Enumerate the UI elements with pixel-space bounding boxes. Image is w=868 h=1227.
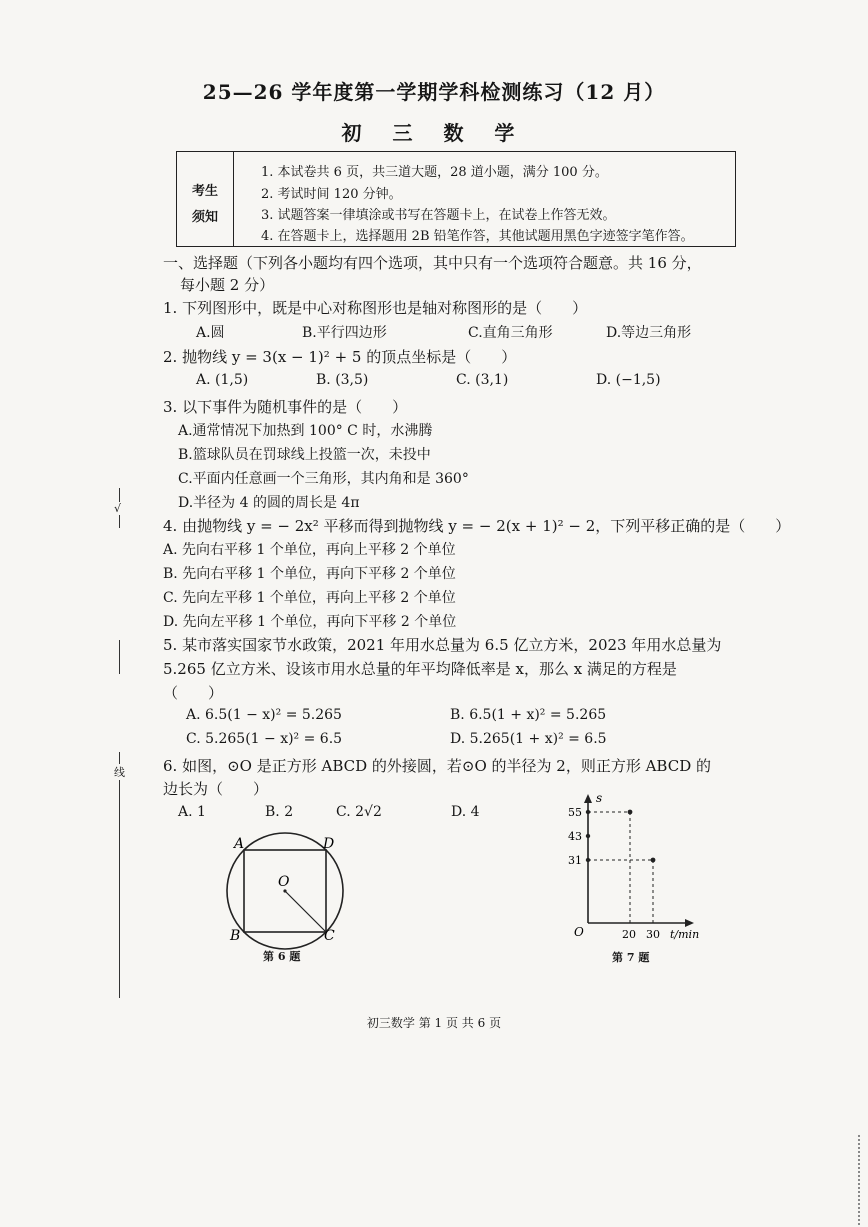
x-tick-20: 20 bbox=[622, 928, 636, 941]
question-1-stem: 1. 下列图形中，既是中心对称图形也是轴对称图形的是（ ） bbox=[163, 299, 588, 317]
point-y-55 bbox=[586, 810, 590, 814]
point-y-43 bbox=[586, 834, 590, 838]
question-5-stem: 5. 某市落实国家节水政策，2021 年用水总量为 6.5 亿立方米，2023 年用水总量为 bbox=[163, 636, 722, 654]
question-4-option-b: B. 先向右平移 1 个单位，再向下平移 2 个单位 bbox=[163, 566, 456, 582]
question-5-stem-cont: 5.265 亿立方米、设该市用水总量的年平均降低率是 x，那么 x 满足的方程是 bbox=[163, 660, 677, 678]
question-6-stem: 6. 如图，⊙O 是正方形 ABCD 的外接圆，若⊙O 的半径为 2，则正方形 ABCD 的 bbox=[163, 757, 712, 775]
question-5-option-d: D. 5.265(1 + x)² = 6.5 bbox=[450, 731, 607, 747]
binding-mark: √ bbox=[114, 502, 122, 515]
y-axis-arrow bbox=[584, 794, 592, 803]
notice-label-line1: 考生 bbox=[191, 184, 218, 199]
question-3-option-b: B.篮球队员在罚球线上投篮一次，未投中 bbox=[178, 447, 431, 463]
point-y-31 bbox=[586, 858, 590, 862]
point-30-31 bbox=[651, 858, 656, 863]
question-4-option-d: D. 先向左平移 1 个单位，再向下平移 2 个单位 bbox=[163, 614, 457, 630]
exam-title: 25—26 学年度第一学期学科检测练习（12 月） bbox=[202, 80, 666, 104]
vertex-label-a: A bbox=[234, 836, 245, 852]
notice-label-column bbox=[177, 152, 234, 246]
figure-6-diagram bbox=[220, 826, 350, 958]
question-3-option-c: C.平面内任意画一个三角形，其内角和是 360° bbox=[178, 471, 469, 487]
exam-subject: 初 三 数 学 bbox=[341, 121, 527, 145]
origin-label: O bbox=[574, 925, 584, 939]
question-2-option-d: D. (−1,5) bbox=[596, 372, 661, 388]
y-axis-label: s bbox=[596, 791, 603, 805]
scan-edge-dots bbox=[858, 1135, 860, 1225]
vertex-label-d: D bbox=[323, 836, 335, 852]
x-axis-arrow bbox=[685, 919, 694, 927]
figure-7-caption: 第 7 题 bbox=[612, 951, 650, 964]
question-2-option-c: C. (3,1) bbox=[456, 372, 509, 388]
question-2-option-a: A. (1,5) bbox=[196, 372, 249, 388]
section-heading-cont: 每小题 2 分） bbox=[180, 276, 275, 294]
question-6-option-d: D. 4 bbox=[451, 804, 480, 820]
question-3-option-a: A.通常情况下加热到 100° C 时，水沸腾 bbox=[178, 423, 433, 439]
x-tick-30: 30 bbox=[646, 928, 660, 941]
question-2-stem: 2. 抛物线 y = 3(x − 1)² + 5 的顶点坐标是（ ） bbox=[163, 348, 517, 366]
question-2-option-b: B. (3,5) bbox=[316, 372, 369, 388]
point-20-55 bbox=[628, 810, 633, 815]
center-label-o: O bbox=[278, 874, 290, 890]
y-tick-55: 55 bbox=[568, 806, 582, 819]
question-5-option-a: A. 6.5(1 − x)² = 5.265 bbox=[186, 707, 342, 723]
question-3-option-d: D.半径为 4 的圆的周长是 4π bbox=[178, 495, 360, 511]
notice-item: 2. 考试时间 120 分钟。 bbox=[261, 187, 402, 202]
y-tick-43: 43 bbox=[568, 830, 582, 843]
question-1-option-d: D.等边三角形 bbox=[606, 325, 692, 341]
question-4-option-a: A. 先向右平移 1 个单位，再向上平移 2 个单位 bbox=[163, 542, 456, 558]
question-6-option-b: B. 2 bbox=[265, 804, 294, 820]
question-6-option-c: C. 2√2 bbox=[336, 804, 382, 820]
question-1-option-a: A.圆 bbox=[196, 325, 225, 341]
vertex-label-b: B bbox=[230, 928, 241, 944]
figure-6-caption: 第 6 题 bbox=[263, 950, 301, 963]
radius-oc bbox=[285, 891, 326, 932]
binding-line bbox=[119, 640, 120, 674]
question-5-option-c: C. 5.265(1 − x)² = 6.5 bbox=[186, 731, 343, 747]
binding-line-label: 线 bbox=[114, 766, 125, 779]
section-heading: 一、选择题（下列各小题均有四个选项，其中只有一个选项符合题意。共 16 分， bbox=[163, 254, 702, 272]
notice-item: 4. 在答题卡上，选择题用 2B 铅笔作答，其他试题用黑色字迹签字笔作答。 bbox=[261, 229, 694, 244]
question-5-option-b: B. 6.5(1 + x)² = 5.265 bbox=[450, 707, 607, 723]
question-1-option-c: C.直角三角形 bbox=[468, 325, 553, 341]
notice-label-line2: 须知 bbox=[191, 210, 218, 225]
page-footer: 初三数学 第 1 页 共 6 页 bbox=[366, 1016, 502, 1030]
question-6-stem-cont: 边长为（ ） bbox=[163, 780, 269, 798]
question-1-option-b: B.平行四边形 bbox=[302, 325, 387, 341]
question-6-option-a: A. 1 bbox=[178, 804, 206, 820]
notice-item: 3. 试题答案一律填涂或书写在答题卡上，在试卷上作答无效。 bbox=[261, 208, 616, 223]
question-5-answer-blank: （ ） bbox=[163, 684, 224, 702]
question-3-stem: 3. 以下事件为随机事件的是（ ） bbox=[163, 398, 408, 416]
notice-box bbox=[176, 151, 736, 247]
figure-7-graph bbox=[560, 790, 720, 946]
question-4-stem: 4. 由抛物线 y = − 2x² 平移而得到抛物线 y = − 2(x + 1)² − 2，下列平移正确的是（ ） bbox=[163, 517, 791, 535]
question-4-option-c: C. 先向左平移 1 个单位，再向上平移 2 个单位 bbox=[163, 590, 456, 606]
x-axis-label: t/min bbox=[670, 928, 700, 941]
y-tick-31: 31 bbox=[568, 854, 582, 867]
binding-line bbox=[119, 752, 120, 998]
notice-item: 1. 本试卷共 6 页，共三道大题，28 道小题，满分 100 分。 bbox=[261, 165, 608, 180]
vertex-label-c: C bbox=[324, 928, 335, 944]
